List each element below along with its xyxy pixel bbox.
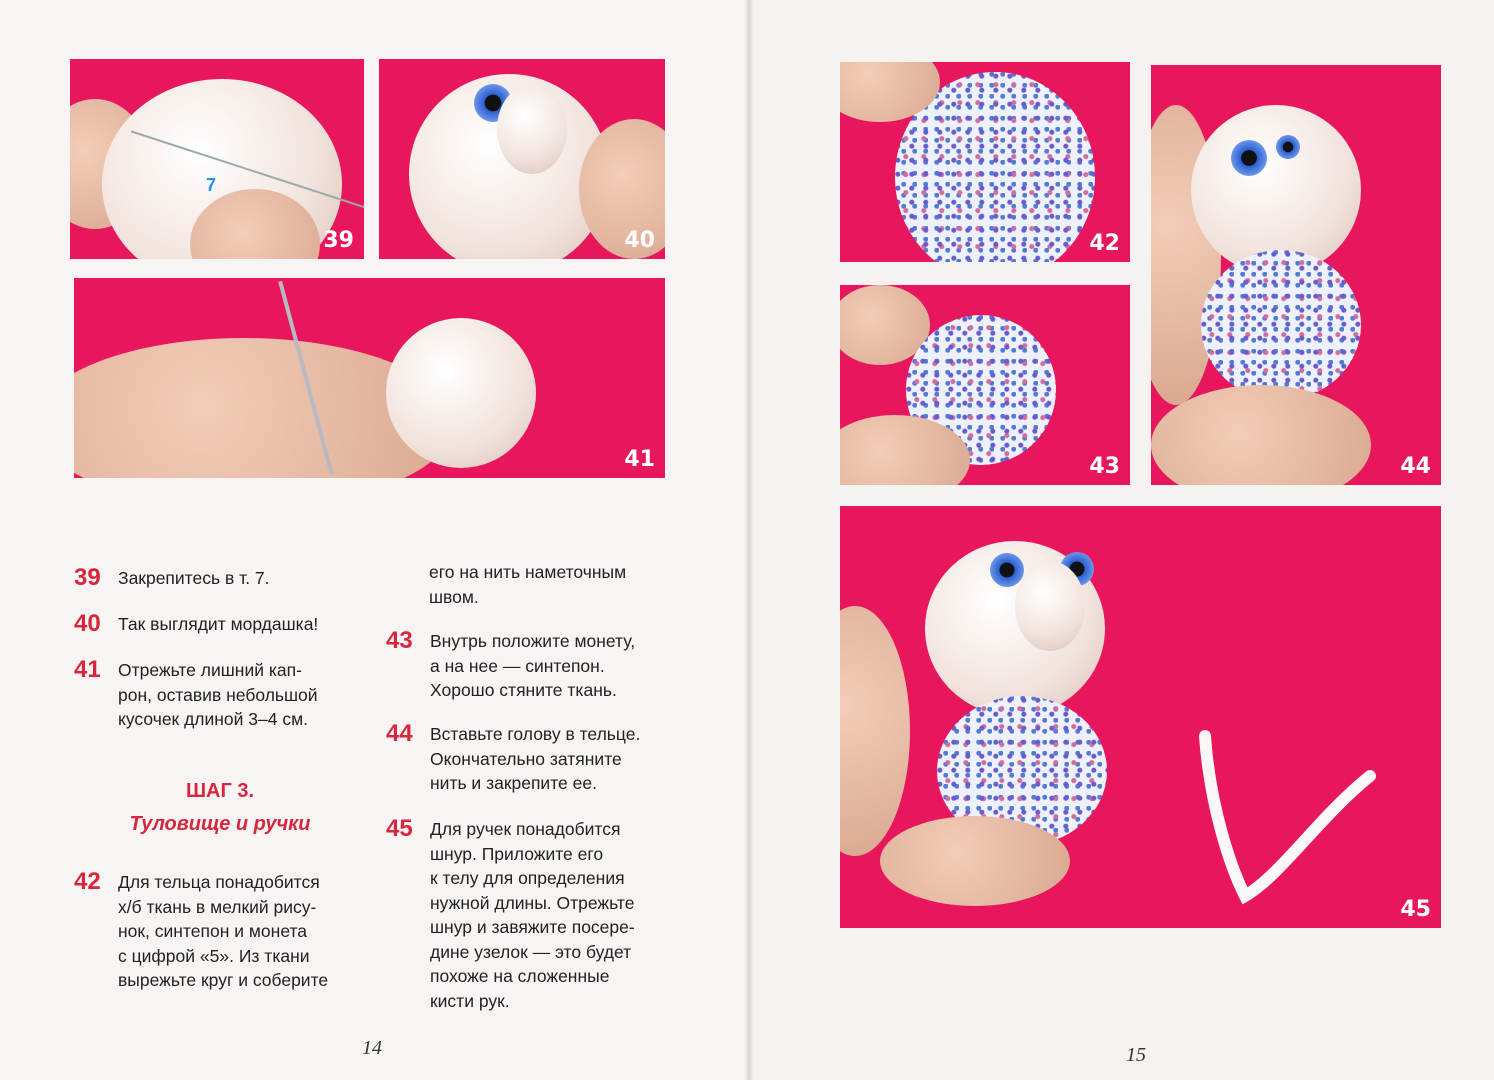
line: швом. <box>429 586 479 607</box>
photo-41 <box>74 278 665 478</box>
instruction-42 <box>74 870 394 1000</box>
line: нок, синтепон и монета <box>118 921 308 941</box>
step-number: 45 <box>386 815 413 842</box>
line: похоже на сложенные <box>430 966 610 986</box>
continuation-text <box>429 560 689 609</box>
instruction-39 <box>74 566 374 596</box>
nose-shape <box>1015 561 1085 651</box>
line: кисти рук. <box>430 990 510 1011</box>
photo-number: 41 <box>624 447 655 472</box>
line: Для тельца понадобится <box>118 872 320 892</box>
instruction-44 <box>386 722 706 802</box>
line: Окончательно затяните <box>430 748 622 769</box>
hand-shape <box>840 606 910 856</box>
point-label: 7 <box>206 175 217 195</box>
line: вырежьте круг и соберите <box>118 970 329 990</box>
line: Для ручек понадобится <box>430 819 621 839</box>
page-number-right: 15 <box>1126 1044 1146 1066</box>
photo-45 <box>840 506 1441 928</box>
line: Внутрь положите монету, <box>430 631 636 651</box>
line: нить и закрепите ее. <box>430 773 597 793</box>
step-number: 42 <box>74 868 101 895</box>
line: кусочек длиной 3–4 см. <box>118 709 309 729</box>
photo-number: 40 <box>624 228 655 253</box>
line: Вставьте голову в тельце. <box>430 724 641 744</box>
step-title: ШАГ 3. <box>185 780 255 802</box>
line: его на нить наметочным <box>429 562 627 582</box>
eye-icon <box>1276 135 1300 159</box>
photo-number: 43 <box>1089 454 1120 479</box>
instruction-41 <box>74 658 374 738</box>
line: шнур. Приложите его <box>430 843 604 864</box>
line: с цифрой «5». Из ткани <box>118 945 310 966</box>
instruction-43 <box>386 629 706 709</box>
line: Так выглядит мордашка! <box>118 614 319 634</box>
step-subtitle: Туловище и ручки <box>129 813 311 835</box>
line: Хорошо стяните ткань. <box>430 680 617 700</box>
photo-39 <box>70 59 364 259</box>
photo-44 <box>1151 65 1441 485</box>
line: нужной длины. Отрежьте <box>430 892 635 913</box>
page-number-left: 14 <box>362 1037 382 1059</box>
photo-number: 44 <box>1400 454 1431 479</box>
nose-shape <box>497 84 567 174</box>
step-number: 39 <box>74 564 101 591</box>
fabric-body <box>1201 250 1361 400</box>
photo-number: 45 <box>1400 897 1431 922</box>
photo-43 <box>840 285 1130 485</box>
eye-icon <box>1231 140 1267 176</box>
photo-42 <box>840 62 1130 262</box>
hand-shape <box>880 816 1070 906</box>
step-number: 41 <box>74 656 101 683</box>
instruction-40 <box>74 612 374 642</box>
head-shape <box>386 318 536 468</box>
photo-number: 39 <box>323 228 354 253</box>
cord-shape <box>1190 726 1390 916</box>
photo-number: 42 <box>1089 231 1120 256</box>
eye-icon <box>990 553 1024 587</box>
step-number: 44 <box>386 720 413 747</box>
line: х/б ткань в мелкий рису- <box>118 896 317 917</box>
line: дине узелок — это будет <box>430 941 632 962</box>
step-number: 40 <box>74 610 101 637</box>
line: рон, оставив небольшой <box>118 684 318 705</box>
line: Отрежьте лишний кап- <box>118 660 302 680</box>
line: а на нее — синтепон. <box>430 655 605 676</box>
line: Закрепитесь в т. 7. <box>118 568 270 588</box>
book-spine <box>744 0 754 1080</box>
photo-40 <box>379 59 665 259</box>
line: шнур и завяжите посере- <box>430 917 635 937</box>
line: к телу для определения <box>430 868 625 888</box>
step-number: 43 <box>386 627 413 654</box>
instruction-45 <box>386 817 706 1017</box>
